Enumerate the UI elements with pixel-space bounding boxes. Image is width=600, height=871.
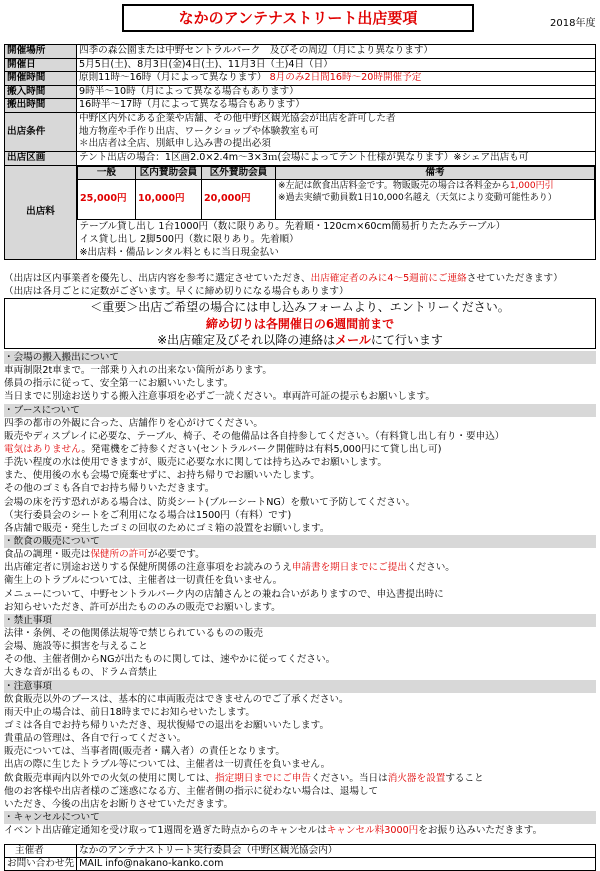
guideline-line: 四季の都市の外観に合った、店舗作りを心がけてください。 bbox=[4, 417, 264, 429]
fee-member-in: 10,000円 bbox=[136, 180, 202, 220]
fire-text: 飲食販売車両内以外での火気の使用に関しては、 bbox=[4, 772, 216, 784]
section-heading-cancel: ・キャンセルについて bbox=[4, 811, 596, 824]
guideline-line: 出店の際に生じたトラブル等については、主催者は一切責任を負いません。 bbox=[4, 759, 331, 771]
no-electricity-note: 電気はありません bbox=[4, 443, 82, 455]
guideline-line: 販売やディスプレイに必要な、テーブル、椅子、その他備品は各自持参してください。（有料貸し出し有り・要申込） bbox=[4, 430, 505, 442]
condition-line: 中野区内外にある企業や店舗、その他中野区観光協会が出店を許可した者 bbox=[79, 113, 396, 125]
section-heading-notes: ・注意事項 bbox=[4, 680, 596, 693]
rental-table-line: テーブル貸し出し 1台1000円（数に限りあり。先着順・120cm×60cm簡易折りたたみテーブル） bbox=[79, 221, 506, 233]
fee-discount: 1,000円引 bbox=[509, 181, 554, 192]
guideline-line: 販売については、当事者間(販売者・購入者）の責任となります。 bbox=[4, 746, 286, 758]
contact-label: お問い合わせ先 bbox=[5, 858, 77, 871]
time-value: 原則11時～16時（月によって異なります） bbox=[79, 72, 267, 84]
guideline-line: メニューについて、中野セントラルパーク内の店舗さんとの兼ね合いがありますので、申込書提出時に bbox=[4, 588, 444, 600]
page-title: なかのアンテナストリート出店要項 bbox=[122, 4, 474, 32]
guideline-line: ゴミは各自でお持ち帰りいただき、現状復帰での退出をお願いいたします。 bbox=[4, 719, 330, 731]
rental-chair-line: イス貸し出し 2脚500円（数に限りあり。先着順） bbox=[79, 234, 299, 246]
food-permit-text: 食品の調理・販売は bbox=[4, 549, 91, 561]
important-line-entry: ＜重要＞出店ご希望の場合には申し込みフォームより、エントリーください。 bbox=[90, 300, 510, 314]
event-info-table bbox=[4, 44, 596, 260]
guideline-line: 貴重品の管理は、各自で行ってください。 bbox=[4, 733, 187, 745]
guideline-line: 手洗い程度の水は使用できますが、販売に必要な水に関しては持ち込みでお願いします。 bbox=[4, 457, 387, 469]
guideline-line bbox=[4, 548, 596, 561]
rental-payment-line: ※出店料・備品レンタル料ともに当日現金払い bbox=[79, 247, 279, 259]
fee-label: 出店料 bbox=[5, 165, 77, 260]
guideline-line: その他、主催者側からNGが出たものに関しては、速やかに従ってください。 bbox=[4, 654, 336, 666]
selection-note-end: させていただきます） bbox=[466, 273, 563, 284]
cancel-fee-highlight: キャンセル料3000円 bbox=[326, 825, 419, 837]
food-permit-highlight: 保健所の許可 bbox=[90, 549, 148, 561]
guideline-line bbox=[4, 824, 596, 837]
fee-remark-1: ※左記は飲食出店料金です。物販販売の場合は各料金から bbox=[278, 181, 510, 192]
footer-table bbox=[4, 844, 596, 871]
section-heading-booth: ・ブースについて bbox=[4, 404, 596, 417]
fee-table bbox=[77, 166, 595, 260]
setup-label: 搬入時間 bbox=[5, 85, 77, 99]
organizer-value: なかのアンテナストリート実行委員会（中野区観光協会内） bbox=[77, 845, 596, 858]
fire-declare-highlight: 指定期日までにご申告 bbox=[215, 772, 311, 784]
food-application-text: 出店確定者に別途お送りする保健所関係の注意事項をお読みのうえ bbox=[4, 562, 292, 574]
fee-remarks bbox=[276, 180, 595, 220]
fee-remark-2: ※過去実績で動員数1日10,000名越え（天気により変動可能性あり） bbox=[278, 193, 557, 204]
guideline-line: 会場の床を汚す恐れがある場合は、防炎シート(ブルーシートNG）を敷いて予防してください。 bbox=[4, 496, 416, 508]
contact-email[interactable]: MAIL info@nakano-kanko.com bbox=[77, 858, 596, 871]
guideline-line: 飲食販売以外のブースは、基本的に車両販売はできませんのでご了承ください。 bbox=[4, 693, 349, 705]
selection-note bbox=[4, 273, 596, 286]
important-box bbox=[4, 298, 596, 349]
fee-header-member-out: 区外賛助会員 bbox=[202, 166, 276, 180]
food-application-end: ください。 bbox=[406, 562, 455, 574]
organizer-label: 主催者 bbox=[5, 845, 77, 858]
fire-text-end: すること bbox=[445, 772, 484, 784]
condition-line: ＊出店者は全店、別紙申し込み書の提出必須 bbox=[79, 138, 271, 150]
guideline-line bbox=[4, 772, 596, 785]
guideline-line: 大きな音が出るもの、ドラム音禁止 bbox=[4, 667, 158, 679]
fee-general: 25,000円 bbox=[78, 180, 136, 220]
fee-member-out: 20,000円 bbox=[202, 180, 276, 220]
selection-note-highlight: 出店確定者のみに4～5週前にご連絡 bbox=[310, 273, 467, 284]
section-heading-prohibited: ・禁止事項 bbox=[4, 614, 596, 627]
condition-line: 地方物産や手作り出店、ワークショップや体験教室も可 bbox=[79, 125, 319, 137]
guideline-line: 雨天中止の場合は、前日18時までにお知らせいたします。 bbox=[4, 706, 255, 718]
generator-note: 。発電機をご持参ください(セントラルパーク開催時は有料5,000円にて貸し出し可) bbox=[81, 443, 442, 455]
food-permit-end: が必要です。 bbox=[147, 549, 205, 561]
guideline-line: また、使用後の水も会場で廃棄せずに、お持ち帰りでお願いいたします。 bbox=[4, 470, 320, 482]
food-application-highlight: 申請書を期日までにご提出 bbox=[291, 562, 407, 574]
section-heading-loading: ・会場の搬入搬出について bbox=[4, 351, 596, 364]
guideline-line bbox=[4, 561, 596, 574]
fiscal-year: 2018年度 bbox=[550, 18, 596, 29]
guidelines bbox=[4, 351, 596, 837]
important-contact-text: ※出店確定及びそれ以降の連絡は bbox=[157, 333, 336, 347]
conditions-cell bbox=[77, 112, 596, 151]
guideline-line: 各店舗で販売・発生したゴミの回収のためにゴミ箱の設置をお願いします。 bbox=[4, 522, 330, 534]
guideline-line: 法律・条例、その他関係法規等で禁じられているものの販売 bbox=[4, 627, 264, 639]
fire-text-mid: ください。当日は bbox=[311, 772, 388, 784]
guideline-line: 当日までに別途お送りする搬入注意事項を必ずご一読ください。車両許可証の提示もお願いします。 bbox=[4, 391, 435, 403]
section-heading-food: ・飲食の販売について bbox=[4, 535, 596, 548]
date-value: 5月5日(土)、8月3日(金)4日(土)、11月3日（土)4日（日） bbox=[77, 58, 596, 72]
fee-cell bbox=[77, 165, 596, 260]
area-label: 出店区画 bbox=[5, 151, 77, 165]
setup-value: 9時半～10時（月によって異なる場合もあります） bbox=[77, 85, 596, 99]
cancel-text: イベント出店確定通知を受け取って1週間を過ぎた時点からのキャンセルは bbox=[4, 825, 327, 837]
time-label: 開催時間 bbox=[5, 72, 77, 86]
rental-info bbox=[78, 220, 595, 260]
time-special-note: 8月のみ2日間16時～20時開催予定 bbox=[269, 72, 422, 84]
fee-header-general: 一般 bbox=[78, 166, 136, 180]
guideline-line: いただき、今後の出店をお断りさせていただきます。 bbox=[4, 798, 234, 810]
guideline-line: お知らせいただき、許可が出たもののみの販売でお願いします。 bbox=[4, 601, 281, 613]
time-cell bbox=[77, 72, 596, 86]
venue-label: 開催場所 bbox=[5, 45, 77, 59]
fee-header-remarks: 備考 bbox=[276, 166, 595, 180]
guideline-line: 係員の指示に従って、安全第一にお願いいたします。 bbox=[4, 378, 234, 390]
cancel-text-end: をお振り込みいただきます。 bbox=[418, 825, 543, 837]
important-contact-line bbox=[5, 332, 595, 349]
selection-note-text: （出店は区内事業者を優先し、出店内容を参考に選定させていただき、 bbox=[4, 273, 311, 284]
important-email: メール bbox=[335, 333, 371, 347]
guideline-line: （実行委員会のシートをご利用になる場合は1500円（有料）です) bbox=[4, 509, 292, 521]
guideline-line: 他のお客様や出店者様のご迷惑になる方、主催者側の指示に従わない場合は、退場して bbox=[4, 785, 379, 797]
conditions-label: 出店条件 bbox=[5, 112, 77, 151]
area-value: テント出店の場合：1区画2.0×2.4m～3×3ｍ(会場によってテント仕様が異なります）※シェア出店も可 bbox=[77, 151, 596, 165]
important-contact-end: にて行います bbox=[370, 333, 443, 347]
guideline-line: 車両制限2t車まで。一部乗り入れの出来ない箇所があります。 bbox=[4, 365, 272, 377]
guideline-line bbox=[4, 443, 596, 456]
extinguisher-highlight: 消火器を設置 bbox=[387, 772, 446, 784]
teardown-label: 搬出時間 bbox=[5, 99, 77, 113]
guideline-line: 会場、施設等に損害を与えること bbox=[4, 641, 148, 653]
quota-note: （出店は各月ごとに定数がございます。早くに締め切りになる場合もあります） bbox=[4, 286, 349, 297]
guideline-line: その他のゴミも各自でお持ち帰りいただきます。 bbox=[4, 483, 215, 495]
guideline-line: 衛生上のトラブルについては、主催者は一切責任を負いません。 bbox=[4, 575, 283, 587]
date-label: 開催日 bbox=[5, 58, 77, 72]
teardown-value: 16時半～17時（月によって異なる場合もあります） bbox=[77, 99, 596, 113]
fee-header-member-in: 区内賛助会員 bbox=[136, 166, 202, 180]
important-deadline: 締め切りは各開催日の6週間前まで bbox=[205, 316, 395, 331]
venue-value: 四季の森公園または中野セントラルパーク 及びその周辺（月により異なります） bbox=[77, 45, 596, 59]
